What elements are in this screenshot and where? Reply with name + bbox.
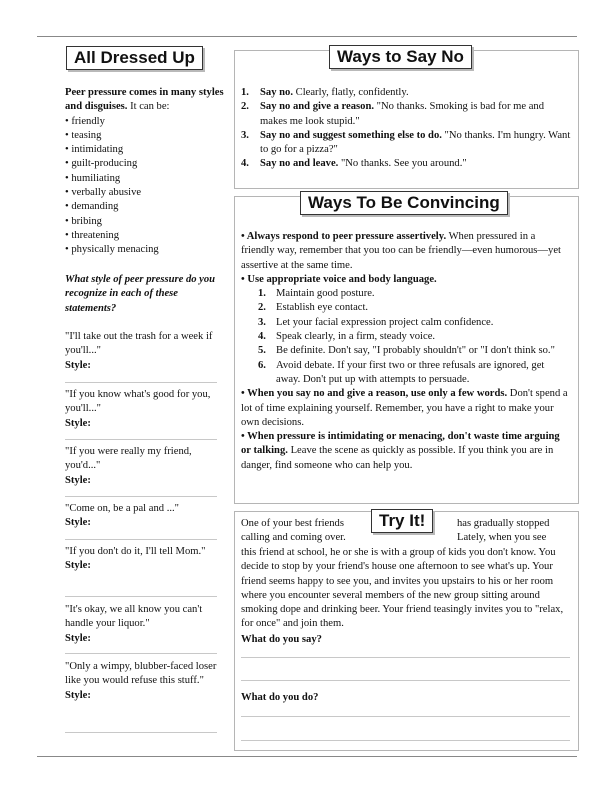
bottom-rule	[37, 756, 577, 757]
body-language-steps	[241, 287, 569, 387]
convincing-point-1	[241, 230, 569, 273]
step-text: Speak clearly, in a firm, steady voice.	[276, 331, 436, 343]
left-column	[65, 86, 225, 258]
convincing-point-1-bold: • Always respond to peer pressure assertively.	[241, 231, 447, 242]
body-language-step	[258, 330, 569, 344]
bullet: •	[65, 187, 72, 199]
answer-line[interactable]	[241, 716, 570, 717]
bullet: •	[65, 201, 72, 213]
style-item-label: verbally abusive	[71, 187, 142, 199]
step-text: Let your facial expression project calm confidence.	[276, 316, 494, 328]
body-language-step	[258, 316, 569, 330]
answer-line[interactable]	[65, 439, 217, 440]
say-no-item	[241, 129, 571, 158]
bullet: •	[65, 129, 72, 141]
style-item	[65, 229, 225, 243]
style-item-label: intimidating	[71, 144, 124, 156]
convincing-point-4	[241, 430, 569, 473]
step-number: 3.	[258, 316, 266, 328]
all-dressed-up-title: All Dressed Up	[66, 46, 203, 70]
style-label: Style:	[65, 560, 91, 572]
say-no-item-text: "No thanks. See you around."	[340, 158, 467, 170]
try-it-title: Try It!	[371, 509, 433, 533]
bullet: •	[65, 229, 72, 241]
style-item-label: friendly	[71, 115, 105, 127]
step-number: 5.	[258, 345, 266, 357]
try-it-right-line-2: Lately, when you see	[457, 532, 547, 544]
convincing-body	[241, 230, 569, 473]
style-question: What style of peer pressure do you recognize in each of these statements?	[65, 274, 216, 314]
statement-block	[65, 603, 221, 646]
try-it-right-lines	[457, 517, 572, 546]
answer-line[interactable]	[65, 732, 217, 733]
say-no-list	[241, 86, 571, 172]
intro-rest: It can be:	[130, 101, 170, 113]
statement-text: "I'll take out the trash for a week if you'll..."	[65, 331, 213, 357]
bullet: •	[65, 172, 72, 184]
try-it-left-line-1: One of your best friends	[241, 518, 344, 529]
style-item-label: guilt-producing	[71, 158, 138, 170]
answer-line[interactable]	[65, 596, 217, 597]
statement-block	[65, 330, 221, 373]
statement-text: "If you were really my friend, you'd..."	[65, 446, 192, 472]
say-no-item-text: "No thanks. I'm hungry. Want to go for a pizza?"	[260, 129, 571, 156]
style-label: Style:	[65, 517, 91, 529]
say-no-item	[241, 86, 571, 100]
answer-line[interactable]	[65, 539, 217, 540]
convincing-point-3-text: Don't spend a lot of time explaining yourself. Remember, you have a right to make your own decisions.	[241, 388, 568, 428]
try-it-scenario: this friend at school, he or she is with a group of kids you don't know. You decide to stop by your friend's house one afternoon to see what's up. Your friend seems happy to see you, and invites you upstairs to his or her room where you encounter several members of the new group sitting around smoking dope and drinking beer. Your friend teasingly invites you to "relax, for once" and join them.	[241, 547, 564, 630]
statement-block	[65, 388, 221, 431]
say-no-item-bold: Say no and leave.	[260, 158, 339, 170]
bullet: •	[65, 144, 72, 156]
step-text: Establish eye contact.	[276, 302, 369, 314]
step-text: Be definite. Don't say, "I probably shouldn't" or "I don't think so."	[276, 345, 555, 357]
try-it-right-line-1: has gradually stopped	[457, 518, 550, 529]
say-no-item	[241, 157, 571, 171]
style-item-label: physically menacing	[71, 244, 159, 256]
bullet: •	[65, 215, 72, 227]
say-no-item-bold: Say no.	[260, 87, 293, 98]
ways-to-say-no-title: Ways to Say No	[329, 45, 472, 69]
style-item	[65, 215, 225, 229]
style-label: Style:	[65, 359, 91, 371]
style-item-label: teasing	[71, 129, 102, 141]
style-label: Style:	[65, 689, 91, 701]
style-item-label: bribing	[71, 215, 102, 227]
say-no-item-bold: Say no and give a reason.	[260, 101, 375, 113]
statement-text: "Only a wimpy, blubber-faced loser like you would refuse this stuff."	[65, 661, 217, 687]
style-label: Style:	[65, 474, 91, 486]
style-item	[65, 115, 225, 129]
style-item	[65, 172, 225, 186]
step-number: 1.	[258, 288, 266, 300]
body-language-step	[258, 344, 569, 358]
say-no-item	[241, 100, 571, 129]
statement-text: "Come on, be a pal and ..."	[65, 503, 179, 514]
item-number: 4.	[241, 158, 249, 170]
say-no-item-text: "No thanks. Smoking is bad for me and makes me look stupid."	[260, 101, 545, 127]
statement-text: "If you don't do it, I'll tell Mom."	[65, 546, 206, 557]
answer-line[interactable]	[65, 496, 217, 497]
style-item	[65, 129, 225, 143]
item-number: 1.	[241, 87, 249, 98]
convincing-point-4-bold: • When pressure is intimidating or menacing, don't waste time arguing or talking.	[241, 431, 560, 457]
item-number: 2.	[241, 101, 249, 113]
bullet: •	[65, 115, 72, 127]
statement-block	[65, 445, 221, 488]
statement-text: "It's okay, we all know you can't handle your liquor."	[65, 604, 203, 630]
styles-list	[65, 115, 225, 258]
convincing-point-3	[241, 387, 569, 430]
body-language-step	[258, 359, 569, 388]
bullet: •	[65, 244, 72, 256]
style-item	[65, 143, 225, 157]
answer-line[interactable]	[65, 382, 217, 383]
style-label: Style:	[65, 632, 91, 644]
style-item	[65, 200, 225, 214]
style-label: Style:	[65, 417, 91, 429]
say-no-item-text: Clearly, flatly, confidently.	[295, 87, 409, 98]
convincing-title: Ways To Be Convincing	[300, 191, 508, 215]
style-item	[65, 157, 225, 171]
step-text: Avoid debate. If your first two or three refusals are ignored, get away. Don't put up with attempts to persuade.	[276, 359, 545, 385]
answer-line[interactable]	[241, 740, 570, 741]
style-item-label: demanding	[71, 201, 119, 213]
convincing-point-4-text: Leave the scene as quickly as possible. If you think you are in danger, find someone who can help you.	[241, 445, 554, 471]
step-number: 2.	[258, 302, 266, 314]
what-do-you-do-label: What do you do?	[241, 692, 319, 703]
item-number: 3.	[241, 129, 249, 141]
style-item	[65, 243, 225, 257]
try-it-left-line-2: calling and coming over.	[241, 532, 346, 544]
intro-bold: Peer pressure comes in many styles and disguises.	[65, 87, 224, 113]
style-item	[65, 186, 225, 200]
style-item-label: humiliating	[71, 172, 121, 184]
body-language-step	[258, 287, 569, 301]
try-it-left-lines	[241, 517, 371, 546]
statement-block	[65, 545, 221, 574]
bullet: •	[65, 158, 72, 170]
step-number: 6.	[258, 359, 266, 371]
body-language-step	[258, 301, 569, 315]
convincing-point-3-bold: • When you say no and give a reason, use only a few words.	[241, 388, 508, 400]
style-item-label: threatening	[71, 229, 120, 241]
statement-block	[65, 660, 221, 703]
say-no-item-bold: Say no and suggest something else to do.	[260, 129, 442, 141]
statement-text: "If you know what's good for you, you'll..."	[65, 389, 211, 415]
what-do-you-say-label: What do you say?	[241, 634, 322, 645]
intro-text	[65, 86, 225, 115]
statement-block	[65, 502, 221, 531]
convincing-point-2: • Use appropriate voice and body language.	[241, 273, 437, 285]
answer-line[interactable]	[241, 657, 570, 658]
convincing-point-1-text: When pressured in a friendly way, remember that you too can be friendly—even humorous—yet assertive at the same time.	[241, 231, 561, 271]
step-number: 4.	[258, 331, 266, 343]
top-rule	[37, 36, 577, 37]
answer-line[interactable]	[65, 653, 217, 654]
step-text: Maintain good posture.	[276, 288, 375, 300]
answer-line[interactable]	[241, 680, 570, 681]
